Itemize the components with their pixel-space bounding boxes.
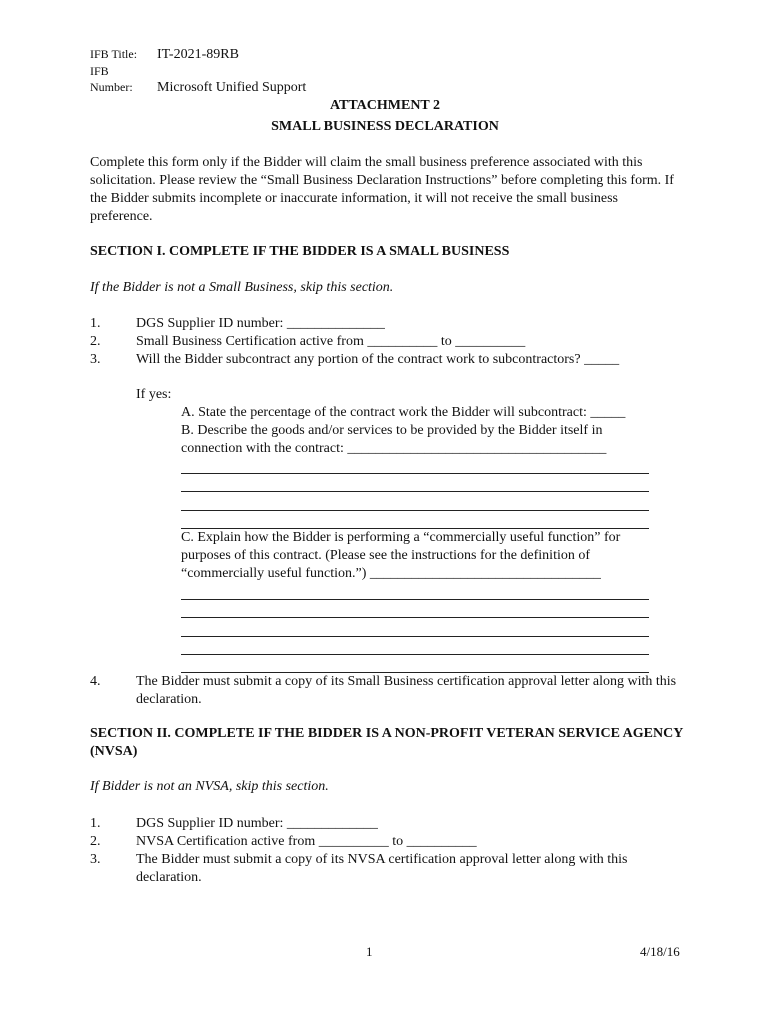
item-number: 2.	[90, 334, 101, 349]
item-number: 4.	[90, 674, 101, 689]
ifb-number-row	[90, 63, 306, 96]
item-number: 1.	[90, 316, 101, 331]
attachment-title: ATTACHMENT 2	[329, 98, 441, 113]
document-header	[90, 46, 306, 96]
section2-skip-note: If Bidder is not an NVSA, skip this section.	[90, 779, 329, 794]
item-text: DGS Supplier ID number: _____________	[136, 816, 378, 831]
subitem-a: A. State the percentage of the contract work the Bidder will subcontract: _____	[181, 405, 626, 420]
answer-line	[181, 654, 649, 655]
item-text: The Bidder must submit a copy of its Small Business certification approval letter along with this declaration.	[136, 674, 677, 707]
ifb-title-row	[90, 46, 306, 63]
declaration-title: SMALL BUSINESS DECLARATION	[271, 119, 499, 134]
item-number: 3.	[90, 852, 101, 867]
item-text: NVSA Certification active from __________ to __________	[136, 834, 477, 849]
item-text: The Bidder must submit a copy of its NVSA certification approval letter along with this declaration.	[136, 852, 628, 885]
answer-line	[181, 510, 649, 511]
answer-line	[181, 617, 649, 618]
intro-paragraph: Complete this form only if the Bidder will claim the small business preference associated with this solicitation. Please review the “Small Business Declaration Instructions” before completing this form. If the Bidder submits incomplete or inaccurate information, it will not receive the small business preference.	[90, 155, 674, 224]
ifb-number-label: IFB Number:	[90, 64, 133, 94]
subitem-b: B. Describe the goods and/or services to be provided by the Bidder itself in connection with the contract: _____________________________________	[181, 423, 607, 456]
if-yes-label: If yes:	[136, 387, 172, 402]
item-text: Small Business Certification active from __________ to __________	[136, 334, 526, 349]
section1-skip-note: If the Bidder is not a Small Business, skip this section.	[90, 280, 394, 295]
item-text: Will the Bidder subcontract any portion of the contract work to subcontractors? _____	[136, 352, 620, 367]
answer-line	[181, 473, 649, 474]
ifb-title-label: IFB Title:	[90, 47, 138, 61]
page-number: 1	[366, 944, 373, 959]
answer-line	[181, 491, 649, 492]
item-number: 1.	[90, 816, 101, 831]
subitem-c: C. Explain how the Bidder is performing a “commercially useful function” for purposes of this contract. (Please see the instructions for the definition of “commercially useful function.”) _________________________________	[181, 530, 621, 581]
footer-date: 4/18/16	[640, 944, 680, 959]
ifb-number-value: Microsoft Unified Support	[157, 80, 307, 95]
item-number: 3.	[90, 352, 101, 367]
answer-line	[181, 599, 649, 600]
section2-heading: SECTION II. COMPLETE IF THE BIDDER IS A NON-PROFIT VETERAN SERVICE AGENCY (NVSA)	[90, 726, 683, 759]
ifb-title-value: IT-2021-89RB	[157, 47, 239, 62]
item-number: 2.	[90, 834, 101, 849]
answer-line	[181, 636, 649, 637]
section1-heading: SECTION I. COMPLETE IF THE BIDDER IS A SMALL BUSINESS	[90, 244, 510, 259]
item-text: DGS Supplier ID number: ______________	[136, 316, 385, 331]
